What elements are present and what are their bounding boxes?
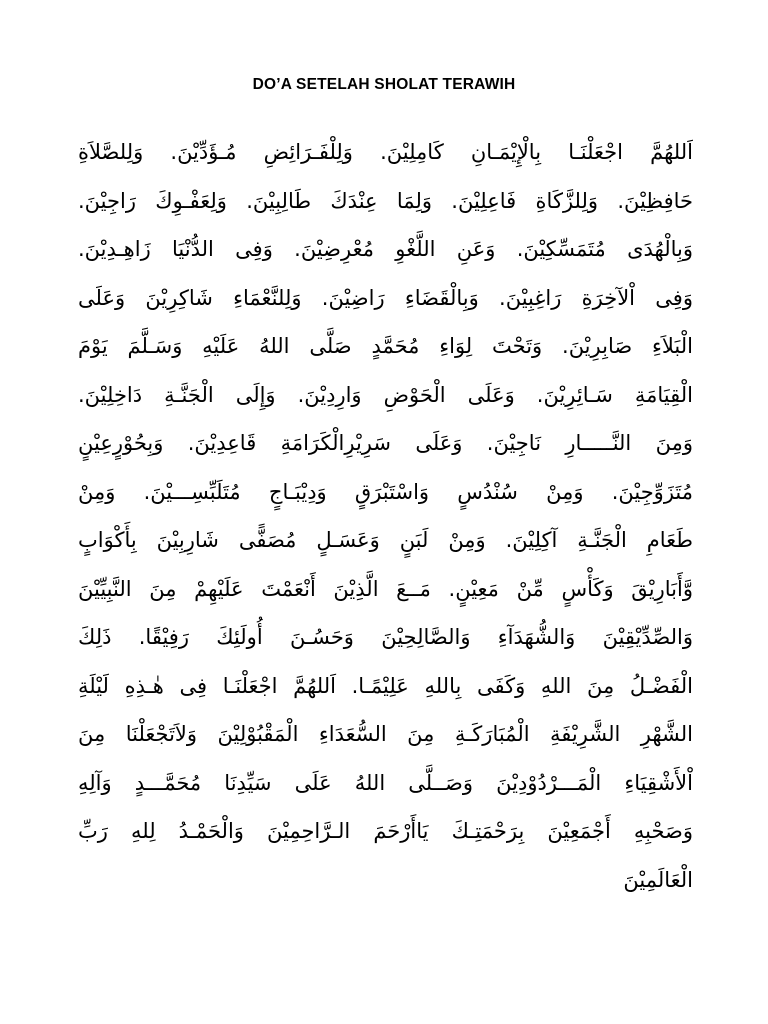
document-title: DO’A SETELAH SHOLAT TERAWIH (252, 76, 516, 93)
prayer-line-9: طَعَامِ الْجَنَّـةِ آكِلِيْنَ. وَمِنْ لَبَنٍ وَعَسَـلٍ مُصَفًّى شَارِبِيْنَ بِأَكْوَابٍ (78, 528, 693, 552)
prayer-line-3: وَبِالْهُدَى مُتَمَسِّكِيْنَ. وَعَنِ اللَّغْوِ مُعْرِضِيْنَ. وَفِى الدُّنْيَا زَاهِـدِيْنَ. (78, 237, 693, 261)
prayer-line-8: مُتَزَوِّجِيْنَ. وَمِنْ سُنْدُسٍ وَاسْتَبْرَقٍ وَدِيْبَـاجٍ مُتَلَبِّسِـــيْنَ. وَمِنْ (78, 479, 693, 504)
prayer-line-11: وَالصِّدِّيْقِيْنَ وَالشُّهَدَآءِ وَالصَّالِحِيْنَ وَحَسُـنَ أُولَئِكَ رَفِيْقًا. ذَلِكَ (78, 625, 693, 649)
prayer-line-15: وَصَحْبِهِ أَجْمَعِيْنَ بِرَحْمَتِـكَ يَاأَرْحَمَ الـرَّاحِمِيْنَ وَالْحَمْـدُ لِلهِ رَبِّ (78, 819, 693, 843)
prayer-line-7: وَمِنَ النَّـــــارِ نَاجِيْنَ. وَعَلَى سَرِيْرِالْكَرَامَةِ قَاعِدِيْنَ. وَبِحُوْرٍعِيْنٍ (78, 431, 693, 455)
prayer-line-1: اَللهُمَّ اجْعَلْنَـا بِالْإِيْمَـانِ كَامِلِيْنَ. وَلِلْفَـرَائِضِ مُـؤَدِّيْنَ. وَلِلصَّلاَةِ (78, 140, 693, 164)
prayer-line-6: الْقِيَامَةِ سَـائِرِيْنَ. وَعَلَى الْحَوْضِ وَارِدِيْنَ. وَإِلَى الْجَنَّـةِ دَاخِلِيْنَ. (78, 382, 693, 407)
prayer-line-5: الْبَلاَءِ صَابِرِيْنَ. وَتَحْتَ لِوَاءِ مُحَمَّدٍ صَلَّى اللهُ عَلَيْهِ وَسَـلَّمَ يَوْمَ (78, 334, 693, 358)
prayer-text (78, 128, 693, 904)
prayer-line-16: الْعَالَمِيْنَ (623, 867, 693, 892)
prayer-line-13: الشَّهْرِ الشَّرِيْفَةِ الْمُبَارَكَـةِ مِنَ السُّعَدَاءِ الْمَقْبُوْلِيْنَ وَلاَتَجْعَلْنَا مِنَ (78, 722, 693, 746)
prayer-line-10: وَّأَبَارِيْقَ وَكَأْسٍ مِّنْ مَعِيْنٍ. مَــعَ الَّذِيْنَ أَنْعَمْتَ عَلَيْهِمْ مِنَ النَّبِيِّيْنَ (78, 576, 693, 601)
prayer-line-12: الْفَضْـلُ مِنَ اللهِ وَكَفَى بِاللهِ عَلِيْمًـا. اَللهُمَّ اجْعَلْنَـا فِى هٰـذِهِ لَيْلَةِ (78, 673, 693, 698)
prayer-line-14: اْلأَشْقِيَاءِ الْمَـــرْدُوْدِيْنَ وَصَــلَّى اللهُ عَلَى سَيِّدِنَا مُحَمَّـــدٍ وَآلِهِ (78, 770, 693, 795)
prayer-line-4: وَفِى اْلآخِرَةِ رَاغِبِيْنَ. وَبِالْقَضَاءِ رَاضِيْنَ. وَلِلنَّعْمَاءِ شَاكِرِيْنَ وَعَلَى (78, 285, 693, 310)
prayer-line-2: حَافِظِيْنَ. وَلِلزَّكَاةِ فَاعِلِيْنَ. وَلِمَا عِنْدَكَ طَالِبِيْنَ. وَلِعَفْـوِكَ رَاجِيْنَ. (78, 188, 693, 213)
